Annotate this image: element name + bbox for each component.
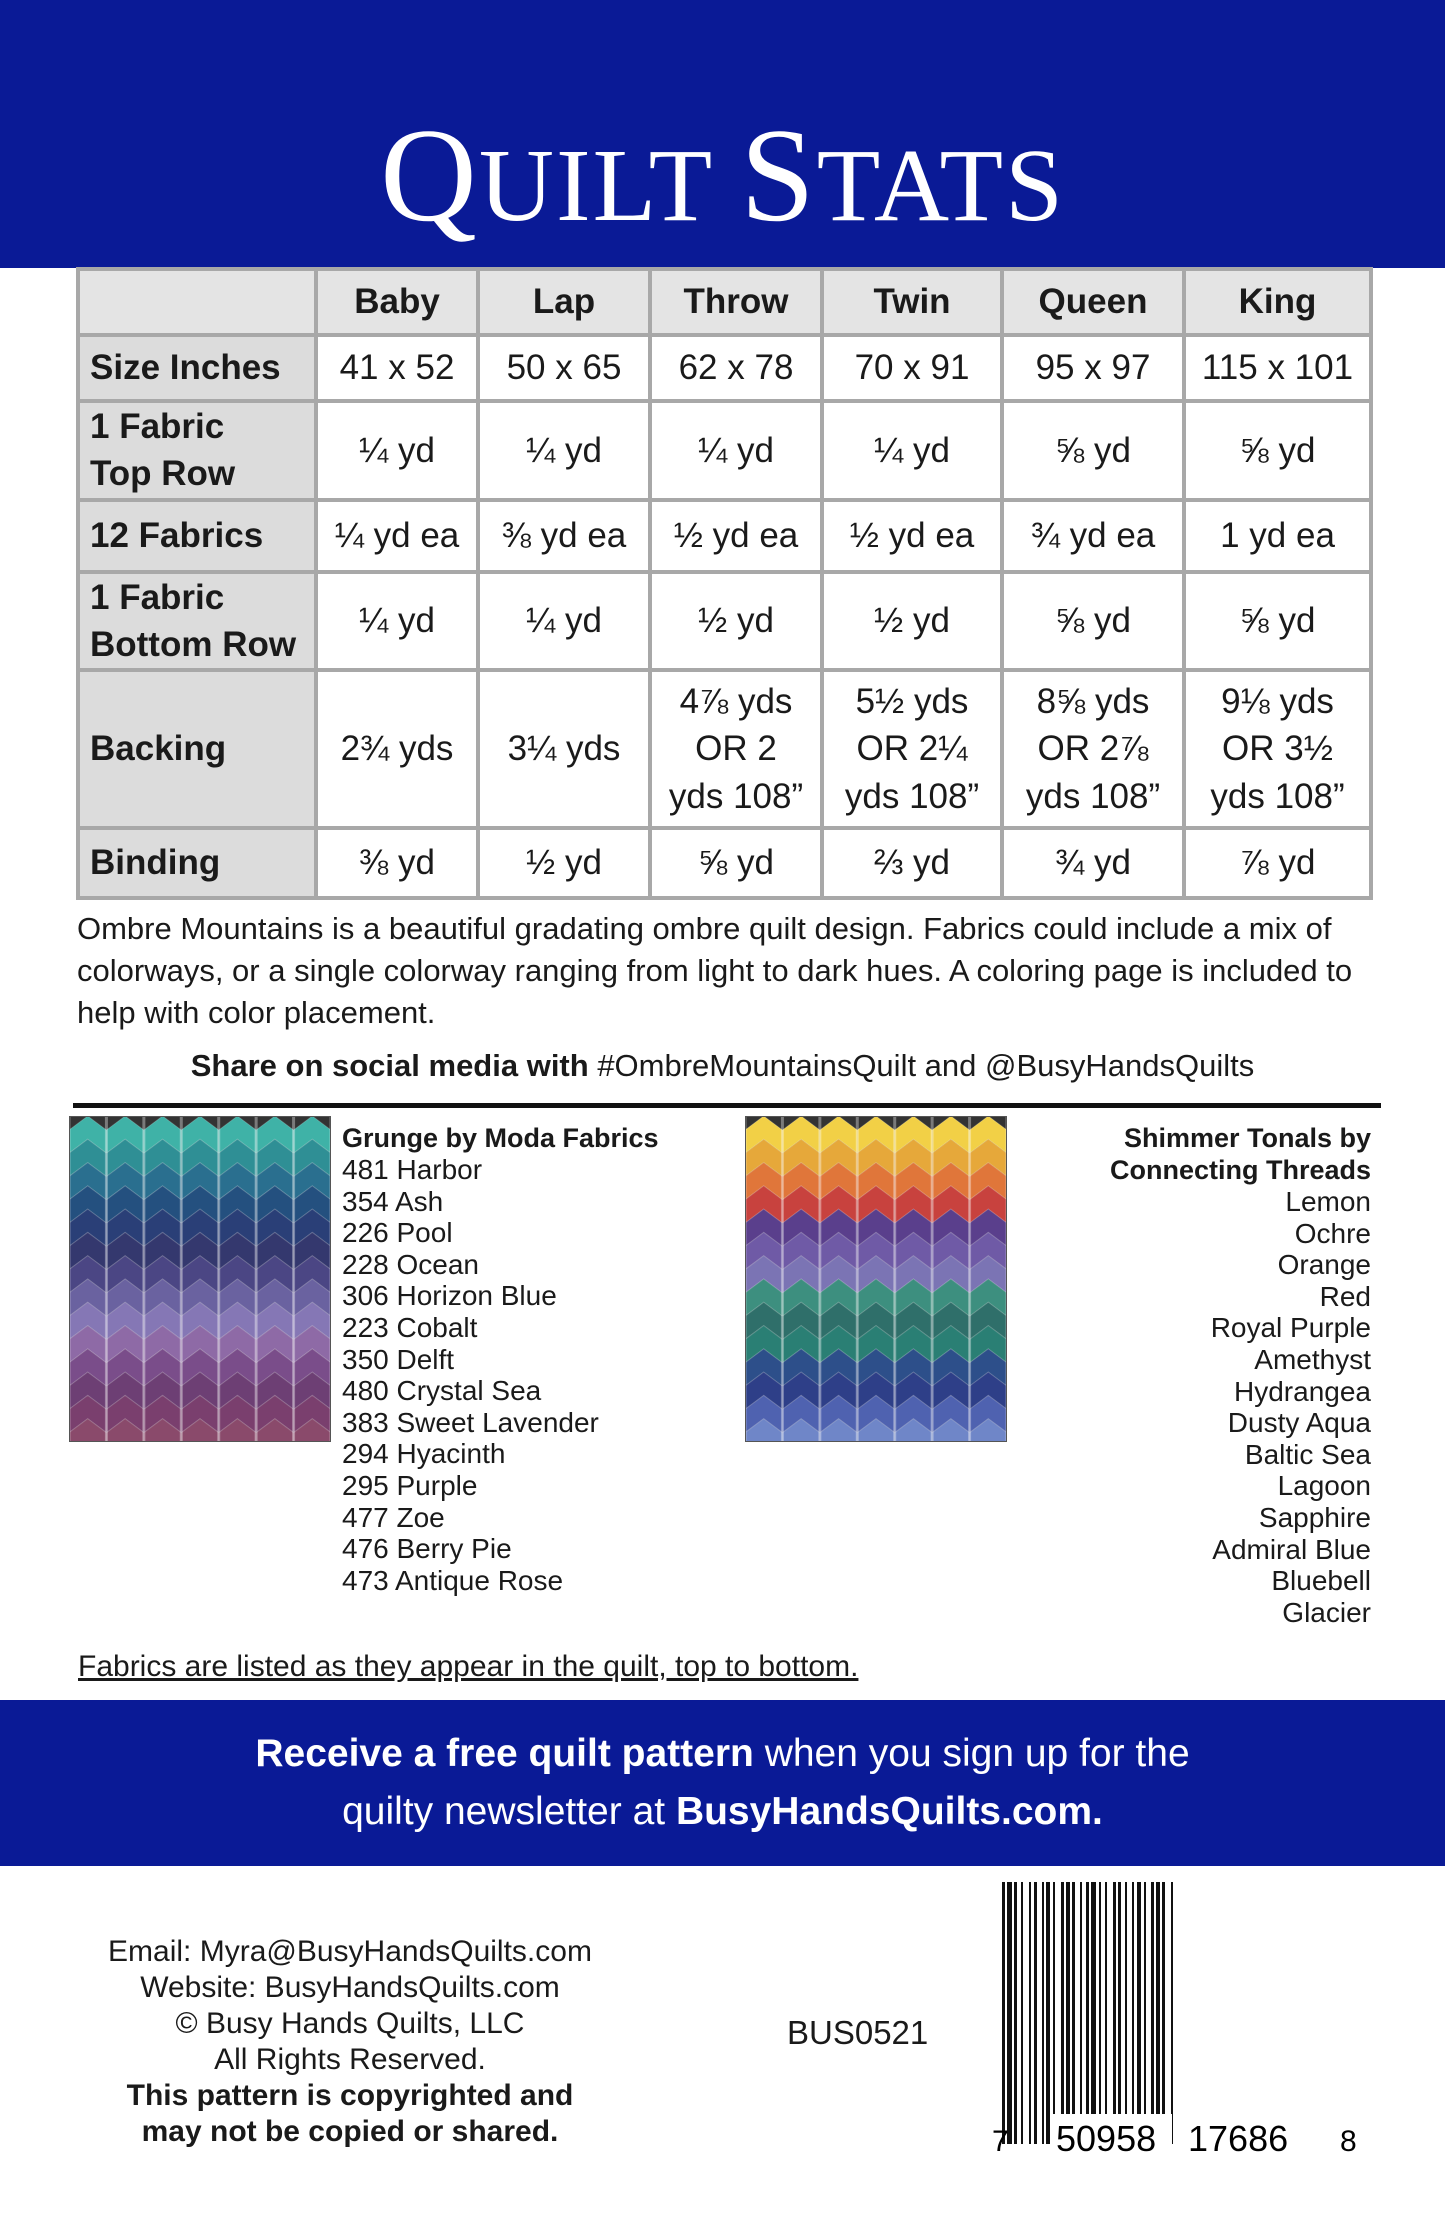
table-row <box>78 828 1371 898</box>
table-cell: 70 x 91 <box>822 335 1002 401</box>
row-label: Backing <box>78 670 316 828</box>
table-cell: 50 x 65 <box>478 335 650 401</box>
table-cell: ¼ yd <box>316 401 478 500</box>
row-label: Binding <box>78 828 316 898</box>
table-row <box>78 401 1371 500</box>
fabric-item: 223 Cobalt <box>342 1311 478 1343</box>
barcode <box>990 1874 1360 2159</box>
copyright-line: © Busy Hands Quilts, LLC <box>175 2007 525 2040</box>
pattern-description: Ombre Mountains is a beautiful gradating ombre quilt design. Fabrics could include a mix of colorways, or a single colorway ranging from light to dark hues. A coloring page is included to help with color placement. <box>77 911 1353 1030</box>
fabric-item: Orange <box>1277 1249 1371 1281</box>
fabric-item: 228 Ocean <box>342 1248 479 1280</box>
table-cell: ¼ yd ea <box>316 500 478 572</box>
column-header: Throw <box>650 269 822 335</box>
table-cell: ⅝ yd <box>1184 401 1371 500</box>
table-cell: ⅝ yd <box>650 828 822 898</box>
table-cell: 2¾ yds <box>316 670 478 828</box>
table-header-row <box>78 269 1371 335</box>
table-cell: ½ yd <box>650 572 822 671</box>
fabric-item: Sapphire <box>1258 1501 1371 1533</box>
table-body <box>78 335 1371 898</box>
section-divider <box>73 1103 1381 1108</box>
table-cell: ⅝ yd <box>1002 572 1184 671</box>
fabric-item: 350 Delft <box>342 1343 455 1375</box>
fabric-item: 226 Pool <box>342 1217 453 1249</box>
table-cell: ⅔ yd <box>822 828 1002 898</box>
row-label: 1 Fabric Bottom Row <box>78 572 316 671</box>
table-row <box>78 670 1371 828</box>
title-letter-2: S <box>740 101 817 249</box>
fabric-item: 294 Hyacinth <box>342 1438 506 1470</box>
title-rest: UILT <box>478 128 741 243</box>
contact-website[interactable]: Website: BusyHandsQuilts.com <box>140 1971 560 2004</box>
column-header: Lap <box>478 269 650 335</box>
promo-bold: Receive a free quilt pattern <box>255 1732 754 1775</box>
table-cell: 1 yd ea <box>1184 500 1371 572</box>
fabric-item: 481 Harbor <box>342 1154 483 1185</box>
column-header <box>78 269 316 335</box>
fabric-item: Admiral Blue <box>1212 1533 1371 1565</box>
product-code: BUS0521 <box>787 2014 929 2051</box>
column-header: Baby <box>316 269 478 335</box>
barcode-digit-right: 8 <box>1340 2125 1357 2158</box>
barcode-digit-left: 7 <box>992 2125 1009 2158</box>
promo-text-2: quilty newsletter at <box>342 1790 676 1833</box>
fabric-item: 473 Antique Rose <box>342 1564 564 1596</box>
fabric-item: Hydrangea <box>1234 1375 1371 1407</box>
table-cell: 9⅛ yds OR 3½ yds 108” <box>1184 670 1371 828</box>
table-cell: ⅝ yd <box>1002 401 1184 500</box>
grunge-quilt-image <box>69 1116 331 1442</box>
table-cell: ¼ yd <box>316 572 478 671</box>
fabric-item: Ochre <box>1294 1217 1371 1249</box>
rights-line: All Rights Reserved. <box>214 2043 486 2076</box>
column-header: Queen <box>1002 269 1184 335</box>
fabric-items <box>342 1154 659 1596</box>
fabric-item: Amethyst <box>1254 1343 1371 1375</box>
table-cell: 41 x 52 <box>316 335 478 401</box>
fabric-list-title: Shimmer Tonals by <box>1123 1123 1371 1153</box>
fabric-item: Royal Purple <box>1210 1312 1371 1344</box>
fabric-item: Red <box>1319 1280 1371 1312</box>
fabric-item: 476 Berry Pie <box>342 1533 512 1565</box>
table-cell: ⅞ yd <box>1184 828 1371 898</box>
table-cell: ¼ yd <box>650 401 822 500</box>
table-cell: 62 x 78 <box>650 335 822 401</box>
fabric-item: 477 Zoe <box>342 1501 445 1533</box>
title-rest-2: TATS <box>816 128 1065 243</box>
fabric-list-title: Grunge by Moda Fabrics <box>342 1123 659 1153</box>
grunge-fabric-list <box>342 1122 659 1596</box>
quilt-stats-table <box>76 267 1373 900</box>
table-cell: ¼ yd <box>478 572 650 671</box>
promo-line-1 <box>0 1725 1445 1783</box>
promo-line-2 <box>0 1783 1445 1841</box>
table-row <box>78 500 1371 572</box>
table-cell: ¼ yd <box>822 401 1002 500</box>
barcode-group-1: 50958 <box>1056 2118 1157 2159</box>
share-prefix: Share on social media with <box>190 1048 589 1083</box>
table-cell: 3¼ yds <box>478 670 650 828</box>
table-cell: 5½ yds OR 2¼ yds 108” <box>822 670 1002 828</box>
contact-block <box>60 1934 640 2150</box>
table-cell: 8⅝ yds OR 2⅞ yds 108” <box>1002 670 1184 828</box>
fabric-order-note: Fabrics are listed as they appear in the quilt, top to bottom. <box>78 1650 859 1683</box>
promo-website-link[interactable]: BusyHandsQuilts.com. <box>675 1790 1103 1833</box>
fabric-items <box>1110 1186 1371 1628</box>
table-cell: ¾ yd ea <box>1002 500 1184 572</box>
table-cell: 115 x 101 <box>1184 335 1371 401</box>
table-cell: ½ yd ea <box>650 500 822 572</box>
table-cell: 95 x 97 <box>1002 335 1184 401</box>
table-cell: ¼ yd <box>478 401 650 500</box>
fabric-item: 295 Purple <box>342 1469 478 1501</box>
fabric-item: Dusty Aqua <box>1227 1407 1371 1439</box>
table-cell: ⅝ yd <box>1184 572 1371 671</box>
shimmer-quilt-image <box>745 1116 1007 1442</box>
row-label: Size Inches <box>78 335 316 401</box>
page-title <box>0 101 1445 249</box>
fabric-item: Baltic Sea <box>1244 1438 1371 1470</box>
column-header: Twin <box>822 269 1002 335</box>
fabric-item: 354 Ash <box>342 1185 444 1217</box>
table-cell: ½ yd <box>478 828 650 898</box>
shimmer-fabric-list <box>1110 1122 1371 1628</box>
row-label: 12 Fabrics <box>78 500 316 572</box>
newsletter-banner <box>0 1700 1445 1866</box>
barcode-group-2: 17686 <box>1188 2118 1289 2159</box>
table-cell: 4⅞ yds OR 2 yds 108” <box>650 670 822 828</box>
table-cell: ½ yd ea <box>822 500 1002 572</box>
contact-email[interactable]: Email: Myra@BusyHandsQuilts.com <box>108 1935 592 1968</box>
table-cell: ¾ yd <box>1002 828 1184 898</box>
row-label: 1 Fabric Top Row <box>78 401 316 500</box>
social-share-line <box>0 1048 1445 1084</box>
copyright-warning-1: This pattern is copyrighted and <box>126 2079 574 2112</box>
title-letter: Q <box>380 101 479 249</box>
fabric-item: 383 Sweet Lavender <box>342 1406 599 1438</box>
table-cell: ⅜ yd ea <box>478 500 650 572</box>
table-cell: ½ yd <box>822 572 1002 671</box>
fabric-item: Lagoon <box>1277 1470 1371 1502</box>
share-hashtags: #OmbreMountainsQuilt and @BusyHandsQuilts <box>588 1048 1255 1083</box>
table-row <box>78 335 1371 401</box>
fabric-item: 306 Horizon Blue <box>342 1280 557 1312</box>
table-cell: ⅜ yd <box>316 828 478 898</box>
column-header: King <box>1184 269 1371 335</box>
header-banner <box>0 0 1445 268</box>
fabric-list-title-2: Connecting Threads <box>1109 1155 1371 1185</box>
fabric-item: 480 Crystal Sea <box>342 1375 542 1407</box>
fabric-item: Bluebell <box>1271 1565 1371 1597</box>
fabric-item: Lemon <box>1285 1186 1371 1217</box>
promo-text: when you sign up for the <box>753 1732 1190 1775</box>
copyright-warning-2: may not be copied or shared. <box>141 2115 559 2148</box>
table-row <box>78 572 1371 671</box>
fabric-item: Glacier <box>1282 1596 1371 1628</box>
